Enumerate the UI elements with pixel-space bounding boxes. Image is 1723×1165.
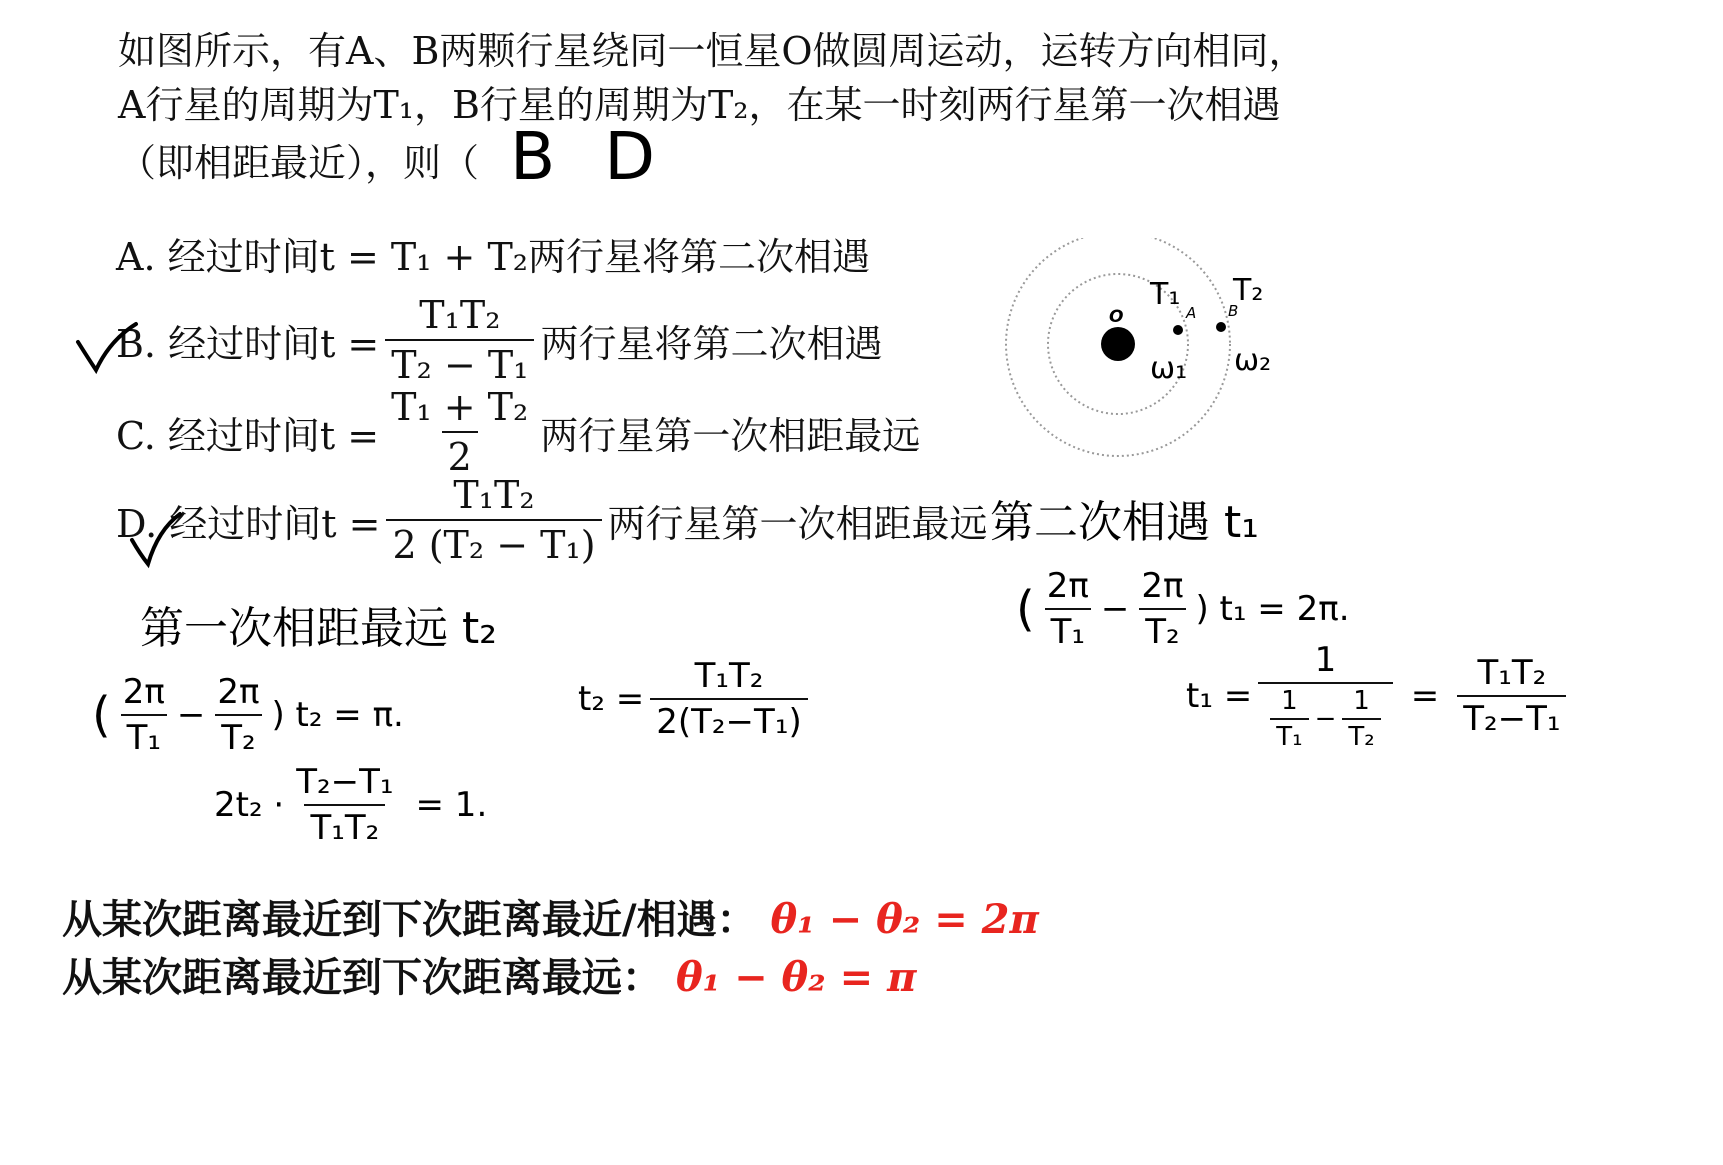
option-d-fraction [386, 473, 601, 567]
hand-eq3-rhs: = 1. [415, 785, 488, 825]
hand-t1-den-b-num: 1 [1353, 686, 1370, 716]
hand-t1-frac [1258, 640, 1392, 752]
hand-t1-den-a-den: T₁ [1270, 718, 1308, 752]
note-w2: ω₂ [1234, 343, 1272, 378]
label-a: A [1186, 304, 1197, 322]
hand-eq2-frac2 [211, 672, 265, 758]
option-a-suffix: 两行星将第二次相遇 [528, 234, 871, 279]
hand-t1 [1186, 640, 1572, 752]
hand-eq3-frac [290, 762, 399, 848]
handwritten-answer: B D [510, 118, 670, 195]
hand-eq1-den2: T₂ [1139, 608, 1185, 652]
option-b-suffix: 两行星将第二次相遇 [540, 321, 883, 366]
hand-eq3-left: 2t₂ · [214, 785, 285, 825]
option-c-suffix: 两行星第一次相距最远 [540, 413, 921, 458]
summary-line-2 [62, 946, 916, 1003]
question-line-3: （即相距最近），则（ [118, 141, 480, 185]
option-d-prefix: D. 经过时间t = [116, 501, 381, 546]
hand-t1-label: t₁ = [1186, 676, 1253, 716]
question-line-2: A行星的周期为T₁，B行星的周期为T₂，在某一时刻两行星第一次相遇 [118, 83, 1281, 127]
option-d-denominator: 2 (T₂ − T₁) [386, 519, 601, 567]
question-line-1: 如图所示，有A、B两颗行星绕同一恒星O做圆周运动，运转方向相同， [118, 29, 1307, 73]
hand-eq2-num1: 2π [122, 672, 165, 712]
hand-t1-den [1258, 682, 1392, 752]
hand-eq1-den1: T₁ [1045, 608, 1091, 652]
hand-t2-label: t₂ = [578, 679, 645, 719]
check-mark-d-icon [126, 510, 186, 570]
option-b-fraction [385, 293, 534, 387]
summary-line-2-text: 从某次距离最近到下次距离最远： [62, 955, 662, 1001]
hand-t1-result-den: T₂−T₁ [1457, 695, 1566, 739]
option-c-denominator: 2 [442, 431, 478, 479]
check-mark-b-icon [70, 320, 140, 380]
option-a [116, 228, 870, 278]
option-c-fraction [385, 385, 534, 479]
hand-eq1-num2: 2π [1141, 566, 1184, 606]
star-o [1101, 327, 1135, 361]
orbit-diagram [1000, 238, 1320, 468]
hand-eq1-frac1 [1041, 566, 1095, 652]
hand-t2-num: T₁T₂ [694, 656, 764, 696]
hand-t1-den-a-num: 1 [1281, 686, 1298, 716]
hand-first-meet-title: 第二次相遇 t₁ [990, 497, 1259, 548]
hand-eq2 [92, 672, 404, 758]
note-t1: T₁ [1150, 277, 1181, 312]
hand-farthest-title: 第一次相距最远 t₂ [140, 603, 497, 654]
hand-t1-den-frac-b [1342, 686, 1380, 752]
summary-line-2-formula: θ₁ − θ₂ = π [675, 954, 917, 1001]
hand-t1-num: 1 [1314, 640, 1337, 680]
hand-eq1-paren: ( [1016, 581, 1035, 637]
option-d-suffix: 两行星第一次相距最远 [607, 501, 988, 546]
option-b-numerator: T₁T₂ [419, 293, 501, 337]
hand-t1-result [1457, 653, 1566, 739]
hand-eq2-minus: − [176, 695, 206, 735]
summary-line-1-text: 从某次距离最近到下次距离最近/相遇： [62, 897, 757, 943]
hand-t2-den: 2(T₂−T₁) [650, 698, 807, 742]
hand-eq1-num1: 2π [1046, 566, 1089, 606]
hand-t1-den-frac-a [1270, 686, 1308, 752]
hand-eq3-den: T₁T₂ [304, 804, 385, 848]
summary-line-1-formula: θ₁ − θ₂ = 2π [770, 896, 1039, 943]
hand-eq3 [214, 762, 487, 848]
label-o: O [1109, 307, 1124, 327]
hand-t2-frac [650, 656, 807, 742]
planet-a [1173, 325, 1183, 335]
note-w1: ω₁ [1150, 351, 1188, 386]
hand-t1-den-minus: − [1314, 704, 1337, 734]
hand-t1-equals: = [1410, 676, 1440, 716]
option-b-prefix: B. 经过时间t = [116, 321, 380, 366]
hand-eq2-den1: T₁ [121, 714, 167, 758]
option-c [116, 382, 920, 482]
planet-b [1216, 322, 1226, 332]
hand-eq2-num2: 2π [217, 672, 260, 712]
hand-eq3-num: T₂−T₁ [296, 762, 394, 802]
option-c-prefix: C. 经过时间t = [116, 413, 380, 458]
hand-eq1-rhs: ) t₁ = 2π. [1195, 589, 1350, 629]
option-b-denominator: T₂ − T₁ [385, 339, 534, 387]
hand-eq1-frac2 [1135, 566, 1189, 652]
hand-t1-den-b-den: T₂ [1342, 718, 1380, 752]
option-d [116, 470, 988, 570]
option-a-prefix: A. 经过时间t = T₁ + T₂ [116, 234, 529, 279]
hand-eq2-paren: ( [92, 687, 111, 743]
hand-eq2-den2: T₂ [215, 714, 261, 758]
hand-eq2-rhs: ) t₂ = π. [271, 695, 404, 735]
hand-eq1-minus: − [1100, 589, 1130, 629]
option-d-numerator: T₁T₂ [453, 473, 535, 517]
option-c-numerator: T₁ + T₂ [391, 385, 529, 429]
label-b: B [1228, 302, 1239, 320]
hand-eq2-frac1 [117, 672, 171, 758]
note-t2: T₂ [1233, 273, 1264, 308]
hand-t2 [578, 656, 814, 742]
summary-line-1 [62, 888, 1039, 945]
hand-t1-result-num: T₁T₂ [1477, 653, 1547, 693]
option-b [116, 290, 882, 390]
